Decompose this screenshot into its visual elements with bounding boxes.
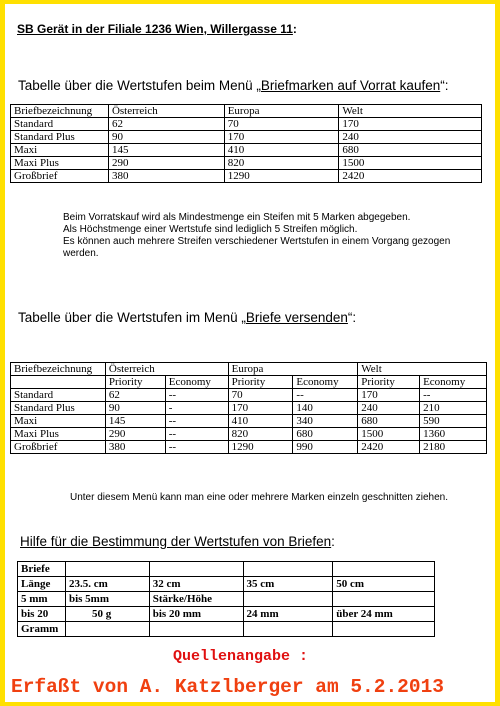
subheader-cell: Economy (420, 376, 487, 389)
cell: 140 (293, 402, 358, 415)
cell: Gramm (18, 622, 66, 637)
cell: bis 20 (18, 607, 66, 622)
cell: 680 (358, 415, 420, 428)
cell (65, 622, 149, 637)
cell: 32 cm (149, 577, 243, 592)
cell: 340 (293, 415, 358, 428)
note-line: Es können auch mehrere Streifen verschiedener Wertstufen in einem Vorgang gezogen (63, 236, 451, 247)
note-line: werden. (63, 248, 99, 259)
table-row (11, 118, 482, 131)
cell: 2420 (358, 441, 420, 454)
cell (149, 562, 243, 577)
cell: 1290 (228, 441, 293, 454)
cell: 2180 (420, 441, 487, 454)
cell: Maxi (11, 144, 109, 157)
subheader-cell: Priority (358, 376, 420, 389)
header-cell: Europa (228, 363, 358, 376)
cell: 70 (224, 118, 339, 131)
subheader-cell: Economy (293, 376, 358, 389)
page-heading (17, 22, 297, 36)
cell: -- (165, 389, 228, 402)
table-title-row (18, 562, 435, 577)
cell: Standard Plus (11, 131, 109, 144)
table-row (11, 441, 487, 454)
cell: 90 (108, 131, 224, 144)
cell: 380 (105, 441, 165, 454)
cell: 820 (228, 428, 293, 441)
table-row (11, 415, 487, 428)
note-line: Beim Vorratskauf wird als Mindestmenge ein Steifen mit 5 Marken abgegeben. (63, 212, 411, 223)
cell: -- (165, 441, 228, 454)
table-header-row (11, 105, 482, 118)
cell: 23.5. cm (65, 577, 149, 592)
cell: -- (165, 415, 228, 428)
cell: 170 (339, 118, 482, 131)
cell: 50 g (65, 607, 149, 622)
cell: -- (165, 428, 228, 441)
cell: Großbrief (11, 170, 109, 183)
cell: 590 (420, 415, 487, 428)
cell: 170 (358, 389, 420, 402)
section2-suffix: “: (347, 310, 357, 325)
cell (65, 562, 149, 577)
section3-text: Hilfe für die Bestimmung der Wertstufen von Briefen (20, 534, 332, 549)
cell: Standard (11, 389, 106, 402)
header-cell: Briefbezeichnung (11, 105, 109, 118)
table-row (11, 144, 482, 157)
table-versenden (10, 362, 487, 454)
cell: 35 cm (243, 577, 333, 592)
note-vorrat (63, 212, 450, 260)
cell: Standard Plus (11, 402, 106, 415)
note-versenden: Unter diesem Menü kann man eine oder mehrere Marken einzeln geschnitten ziehen. (70, 492, 448, 503)
section2-prefix: Tabelle über die Wertstufen im Menü „ (18, 310, 246, 325)
cell: Großbrief (11, 441, 106, 454)
cell: Standard (11, 118, 109, 131)
table-row (18, 577, 435, 592)
cell: 70 (228, 389, 293, 402)
cell: Maxi Plus (11, 428, 106, 441)
table-row (18, 592, 435, 607)
cell: 24 mm (243, 607, 333, 622)
cell: 680 (339, 144, 482, 157)
cell: Briefe (18, 562, 66, 577)
table-row (18, 622, 435, 637)
cell: 170 (228, 402, 293, 415)
heading-text: SB Gerät in der Filiale 1236 Wien, Willergasse 11 (17, 22, 293, 36)
section1-suffix: “: (440, 78, 449, 93)
table-header-row (11, 363, 487, 376)
credit-line: Erfaßt von A. Katzlberger am 5.2.2013 (11, 676, 444, 698)
subheader-cell: Economy (165, 376, 228, 389)
cell: 5 mm (18, 592, 66, 607)
table-row (11, 170, 482, 183)
header-cell: Welt (339, 105, 482, 118)
header-cell: Europa (224, 105, 339, 118)
cell: 62 (105, 389, 165, 402)
cell: 380 (108, 170, 224, 183)
cell: 990 (293, 441, 358, 454)
section3-suffix: : (331, 534, 335, 549)
table-row (11, 428, 487, 441)
cell: über 24 mm (333, 607, 435, 622)
cell: 210 (420, 402, 487, 415)
cell: bis 5mm (65, 592, 149, 607)
cell: Maxi (11, 415, 106, 428)
cell: bis 20 mm (149, 607, 243, 622)
cell: Stärke/Höhe (149, 592, 243, 607)
cell: 1500 (339, 157, 482, 170)
table-row (11, 402, 487, 415)
cell: 1290 (224, 170, 339, 183)
table-row (18, 607, 435, 622)
section-title-vorrat (18, 78, 448, 93)
cell: 410 (224, 144, 339, 157)
cell: Maxi Plus (11, 157, 109, 170)
cell: 290 (108, 157, 224, 170)
header-cell: Österreich (105, 363, 228, 376)
cell (333, 592, 435, 607)
document-page (5, 4, 495, 702)
cell (243, 562, 333, 577)
cell: 240 (358, 402, 420, 415)
cell: -- (420, 389, 487, 402)
subheader-cell: Priority (228, 376, 293, 389)
source-label: Quellenangabe : (173, 648, 309, 665)
cell: 2420 (339, 170, 482, 183)
cell: - (165, 402, 228, 415)
table-vorrat (10, 104, 482, 183)
cell: 145 (108, 144, 224, 157)
cell: 1500 (358, 428, 420, 441)
header-cell: Welt (358, 363, 487, 376)
cell (149, 622, 243, 637)
section2-menu-name: Briefe versenden (245, 310, 348, 325)
cell: 240 (339, 131, 482, 144)
table-row (11, 131, 482, 144)
cell: 1360 (420, 428, 487, 441)
section1-menu-name: Briefmarken auf Vorrat kaufen (260, 78, 441, 93)
cell: 62 (108, 118, 224, 131)
cell: 170 (224, 131, 339, 144)
cell: 820 (224, 157, 339, 170)
cell: Länge (18, 577, 66, 592)
cell: -- (293, 389, 358, 402)
cell (333, 622, 435, 637)
cell (243, 592, 333, 607)
cell (243, 622, 333, 637)
header-cell: Briefbezeichnung (11, 363, 106, 376)
cell: 290 (105, 428, 165, 441)
cell (11, 376, 106, 389)
heading-suffix: : (292, 22, 297, 36)
subheader-cell: Priority (105, 376, 165, 389)
table-row (11, 157, 482, 170)
section1-prefix: Tabelle über die Wertstufen beim Menü „ (18, 78, 261, 93)
section-title-hilfe (20, 534, 335, 549)
cell: 145 (105, 415, 165, 428)
table-row (11, 389, 487, 402)
table-briefe (17, 561, 435, 637)
cell: 90 (105, 402, 165, 415)
cell (333, 562, 435, 577)
note-line: Als Höchstmenge einer Wertstufe sind lediglich 5 Streifen möglich. (63, 224, 358, 235)
cell: 50 cm (333, 577, 435, 592)
cell: 410 (228, 415, 293, 428)
cell: 680 (293, 428, 358, 441)
section-title-versenden (18, 310, 356, 325)
table-subheader-row (11, 376, 487, 389)
header-cell: Österreich (108, 105, 224, 118)
